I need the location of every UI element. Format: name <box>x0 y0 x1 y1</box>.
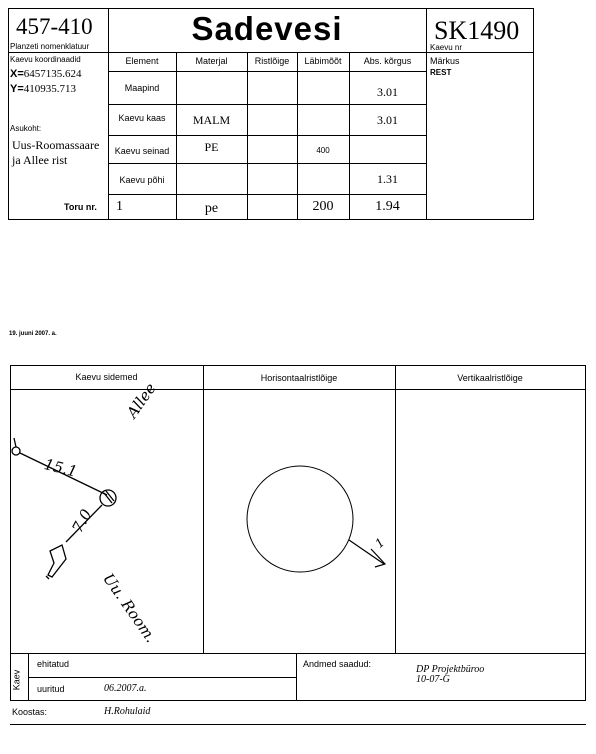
pipe-material: pe <box>204 201 219 216</box>
surveyed-label: uuritud <box>37 684 65 694</box>
y-coordinate <box>10 83 76 95</box>
compiled-by-value: H.Rohulaid <box>104 706 151 717</box>
pipe-number: 1 <box>116 199 123 214</box>
row-abs-lid: 3.01 <box>377 113 398 127</box>
row-diameter-walls: 400 <box>316 146 330 155</box>
built-label: ehitatud <box>37 659 70 669</box>
row-element-lid: Kaevu kaas <box>118 113 166 123</box>
row-element-bottom: Kaevu põhi <box>119 175 165 185</box>
date-note: 19. juuni 2007. a. <box>9 331 57 337</box>
street-label-allee: Allee <box>123 379 160 422</box>
ties-sketch <box>10 389 203 653</box>
col-header-abs-height: Abs. kõrgus <box>363 56 412 66</box>
data-source-label: Andmed saadud: <box>303 659 372 669</box>
surveyed-value: 06.2007.a. <box>104 683 147 694</box>
street-label-uus-room: Uu. Room. <box>99 570 160 647</box>
location-label: Asukoht: <box>10 124 42 133</box>
compiled-by-label: Koostas: <box>12 707 48 717</box>
x-value: 6457135.624 <box>23 68 82 80</box>
col-header-cross-section: Ristlõige <box>254 56 290 66</box>
nomenclature-label: Planzeti nomenklatuur <box>10 42 90 51</box>
remarks-value: REST <box>430 68 452 77</box>
nomenclature-number: 457-410 <box>16 14 93 39</box>
x-coordinate <box>10 68 82 80</box>
panel-title-horizontal-section: Horisontaalristlõige <box>260 373 338 383</box>
location-value: Uus-Roomassaare ja Allee rist <box>12 138 100 167</box>
col-header-diameter: Läbimõõt <box>304 56 342 66</box>
row-element-walls: Kaevu seinad <box>114 146 170 156</box>
y-value: 410935.713 <box>23 83 77 95</box>
x-label: X= <box>10 68 24 80</box>
tie-distance-1: 15.1 <box>42 455 80 481</box>
pipe-diameter: 200 <box>312 199 334 214</box>
data-source-company: DP Projektbüroo <box>416 664 485 675</box>
panel-title-vertical-section: Vertikaalristlõige <box>457 373 523 383</box>
y-label: Y= <box>10 83 24 95</box>
row-element-ground: Maapind <box>124 83 160 93</box>
coords-label: Kaevu koordinaadid <box>10 55 81 64</box>
remarks-label: Märkus <box>430 56 460 66</box>
well-side-label: Kaev <box>11 669 22 691</box>
pipe-abs-height: 1.94 <box>375 199 400 214</box>
horizontal-section-drawing <box>203 389 395 653</box>
well-number: SK1490 <box>434 16 520 45</box>
panel-title-ties: Kaevu sidemed <box>75 372 138 382</box>
row-abs-ground: 3.01 <box>377 85 398 99</box>
pipe-label: Toru nr. <box>64 202 97 212</box>
well-number-label: Kaevu nr <box>430 43 463 52</box>
tie-distance-2: 7.0 <box>68 506 96 536</box>
row-material-walls: PE <box>204 140 219 154</box>
page-title: Sadevesi <box>191 10 343 47</box>
row-material-lid: MALM <box>192 113 231 127</box>
col-header-material: Materjal <box>195 56 228 66</box>
pipe-mark: 1 <box>372 535 388 551</box>
data-source-code: 10-07-G <box>416 674 450 685</box>
col-header-element: Element <box>125 56 159 66</box>
row-abs-bottom: 1.31 <box>377 172 398 186</box>
